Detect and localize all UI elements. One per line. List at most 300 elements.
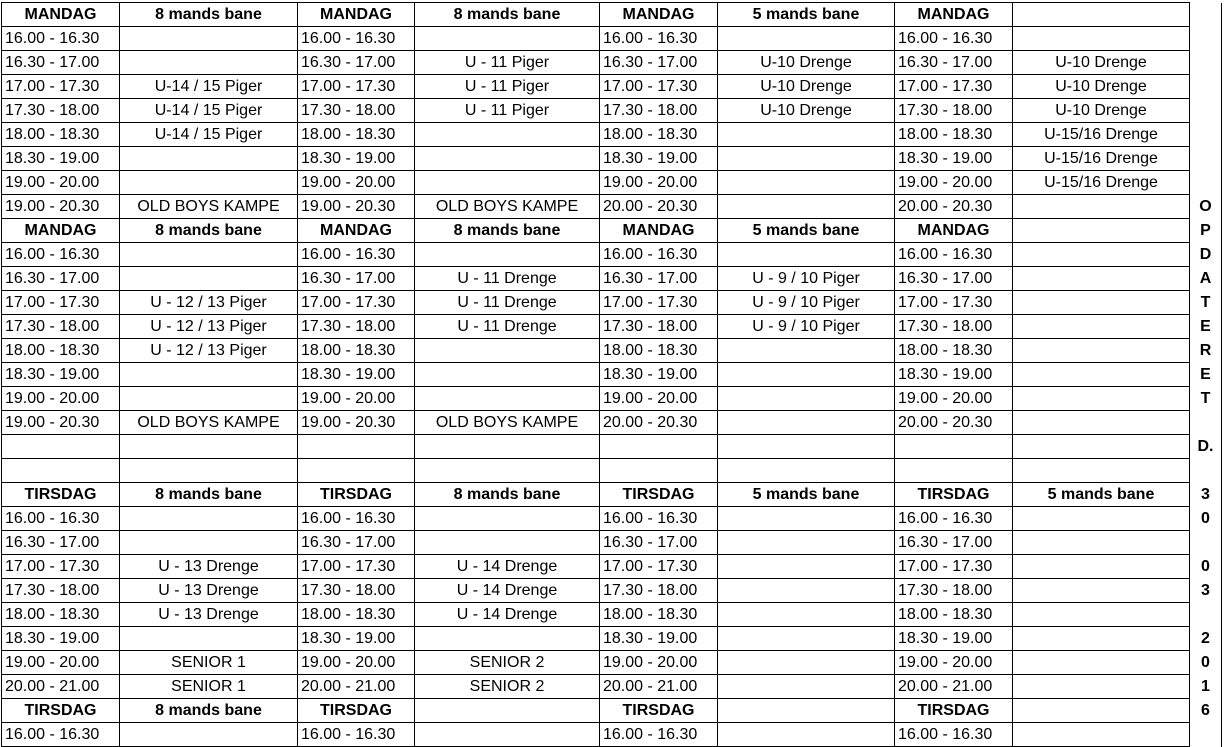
table-cell[interactable]: 17.30 - 18.00 — [298, 579, 415, 603]
table-cell[interactable]: 19.00 - 20.00 — [2, 651, 120, 675]
table-cell[interactable]: 8 mands bane — [415, 219, 600, 243]
table-cell[interactable]: 18.30 - 19.00 — [600, 147, 718, 171]
table-cell[interactable]: 16.00 - 16.30 — [298, 723, 415, 747]
table-row — [2, 531, 1222, 555]
table-cell[interactable] — [415, 123, 600, 147]
table-cell[interactable]: 17.30 - 18.00 — [600, 99, 718, 123]
table-cell[interactable] — [120, 363, 298, 387]
table-cell[interactable]: 16.30 - 17.00 — [298, 531, 415, 555]
table-cell[interactable] — [1013, 651, 1190, 675]
table-cell[interactable] — [718, 651, 895, 675]
table-cell[interactable]: U-10 Drenge — [1013, 75, 1190, 99]
table-cell[interactable]: 19.00 - 20.00 — [298, 387, 415, 411]
table-cell[interactable] — [1013, 3, 1190, 27]
table-cell[interactable]: 20.00 - 21.00 — [2, 675, 120, 699]
table-cell[interactable]: MANDAG — [895, 3, 1013, 27]
table-cell[interactable]: 16.30 - 17.00 — [895, 267, 1013, 291]
side-note-letter: D. — [1190, 435, 1222, 459]
table-cell[interactable]: 18.30 - 19.00 — [600, 627, 718, 651]
table-cell[interactable] — [120, 267, 298, 291]
table-cell[interactable] — [1013, 459, 1190, 483]
table-cell[interactable]: 16.30 - 17.00 — [2, 51, 120, 75]
table-cell[interactable]: 18.00 - 18.30 — [600, 339, 718, 363]
side-note-letter: A — [1190, 267, 1222, 291]
side-note-letter: P — [1190, 219, 1222, 243]
table-cell[interactable] — [415, 387, 600, 411]
table-cell[interactable]: 19.00 - 20.00 — [600, 651, 718, 675]
table-cell[interactable] — [1013, 435, 1190, 459]
table-cell[interactable]: 16.00 - 16.30 — [298, 27, 415, 51]
table-cell[interactable]: 17.00 - 17.30 — [895, 555, 1013, 579]
table-row — [2, 75, 1222, 99]
side-note-letter: 0 — [1190, 507, 1222, 531]
table-cell[interactable] — [415, 531, 600, 555]
table-cell[interactable]: U-15/16 Drenge — [1013, 147, 1190, 171]
table-cell[interactable]: 18.00 - 18.30 — [298, 339, 415, 363]
table-cell[interactable]: U-15/16 Drenge — [1013, 123, 1190, 147]
table-cell[interactable]: 17.30 - 18.00 — [895, 99, 1013, 123]
table-cell[interactable]: 5 mands bane — [718, 219, 895, 243]
table-cell[interactable]: 17.00 - 17.30 — [600, 291, 718, 315]
table-cell[interactable] — [415, 147, 600, 171]
table-cell[interactable] — [1013, 699, 1190, 723]
table-cell[interactable] — [600, 459, 718, 483]
table-row — [2, 267, 1222, 291]
table-cell[interactable]: 20.00 - 21.00 — [600, 675, 718, 699]
table-cell[interactable] — [718, 579, 895, 603]
table-cell[interactable]: 16.00 - 16.30 — [895, 243, 1013, 267]
table-cell[interactable]: U - 12 / 13 Piger — [120, 339, 298, 363]
table-cell[interactable] — [1013, 531, 1190, 555]
table-row — [2, 27, 1222, 51]
table-cell[interactable] — [895, 435, 1013, 459]
table-row — [2, 123, 1222, 147]
table-cell[interactable]: 17.30 - 18.00 — [298, 315, 415, 339]
table-cell[interactable]: 19.00 - 20.00 — [2, 387, 120, 411]
table-cell[interactable]: SENIOR 1 — [120, 675, 298, 699]
table-cell[interactable]: 17.30 - 18.00 — [2, 315, 120, 339]
table-cell[interactable]: 20.00 - 20.30 — [895, 411, 1013, 435]
table-cell[interactable]: 18.30 - 19.00 — [895, 627, 1013, 651]
table-cell[interactable]: 17.00 - 17.30 — [2, 555, 120, 579]
table-cell[interactable]: 16.00 - 16.30 — [2, 243, 120, 267]
table-cell[interactable]: 20.00 - 20.30 — [895, 195, 1013, 219]
table-cell[interactable]: 16.30 - 17.00 — [600, 531, 718, 555]
table-cell[interactable]: 18.30 - 19.00 — [2, 147, 120, 171]
table-cell[interactable]: 8 mands bane — [120, 219, 298, 243]
table-cell[interactable] — [1013, 723, 1190, 747]
table-cell[interactable]: 17.30 - 18.00 — [2, 579, 120, 603]
schedule-table — [1, 2, 1222, 747]
table-row — [2, 291, 1222, 315]
table-cell[interactable]: SENIOR 1 — [120, 651, 298, 675]
table-cell[interactable] — [718, 147, 895, 171]
table-cell[interactable] — [415, 699, 600, 723]
table-row — [2, 243, 1222, 267]
table-cell[interactable] — [120, 243, 298, 267]
table-cell[interactable] — [718, 627, 895, 651]
table-cell[interactable]: TIRSDAG — [895, 483, 1013, 507]
table-cell[interactable]: 16.00 - 16.30 — [298, 243, 415, 267]
table-cell[interactable] — [600, 435, 718, 459]
table-cell[interactable]: U - 11 Piger — [415, 99, 600, 123]
table-cell[interactable]: U-10 Drenge — [718, 99, 895, 123]
table-cell[interactable]: U - 9 / 10 Piger — [718, 267, 895, 291]
table-cell[interactable] — [415, 243, 600, 267]
table-cell[interactable]: 17.30 - 18.00 — [298, 99, 415, 123]
table-cell[interactable]: SENIOR 2 — [415, 651, 600, 675]
table-cell[interactable]: 18.30 - 19.00 — [895, 147, 1013, 171]
table-cell[interactable] — [120, 387, 298, 411]
table-cell[interactable] — [718, 531, 895, 555]
table-row — [2, 579, 1222, 603]
table-cell[interactable]: 8 mands bane — [415, 483, 600, 507]
table-cell[interactable] — [1013, 315, 1190, 339]
table-cell[interactable] — [120, 171, 298, 195]
table-cell[interactable] — [2, 435, 120, 459]
table-cell[interactable] — [1013, 579, 1190, 603]
table-cell[interactable]: 18.00 - 18.30 — [2, 603, 120, 627]
table-cell[interactable] — [718, 459, 895, 483]
table-cell[interactable] — [1013, 387, 1190, 411]
table-cell[interactable]: 5 mands bane — [718, 483, 895, 507]
table-cell[interactable] — [1013, 675, 1190, 699]
table-cell[interactable]: U - 11 Piger — [415, 51, 600, 75]
table-cell[interactable]: U-10 Drenge — [718, 51, 895, 75]
table-cell[interactable]: 18.30 - 19.00 — [600, 363, 718, 387]
table-cell[interactable]: 16.00 - 16.30 — [600, 507, 718, 531]
table-cell[interactable]: 16.30 - 17.00 — [600, 267, 718, 291]
table-row — [2, 219, 1222, 243]
table-cell[interactable] — [1013, 411, 1190, 435]
table-row — [2, 627, 1222, 651]
table-cell[interactable]: 8 mands bane — [415, 3, 600, 27]
table-cell[interactable]: 17.30 - 18.00 — [895, 579, 1013, 603]
table-cell[interactable]: 17.00 - 17.30 — [2, 291, 120, 315]
table-cell[interactable]: OLD BOYS KAMPE — [120, 195, 298, 219]
table-cell[interactable]: U - 11 Drenge — [415, 291, 600, 315]
table-cell[interactable]: 18.30 - 19.00 — [298, 627, 415, 651]
table-cell[interactable]: 16.00 - 16.30 — [600, 243, 718, 267]
table-cell[interactable]: U - 11 Piger — [415, 75, 600, 99]
side-note-letter — [1190, 99, 1222, 123]
table-cell[interactable]: 17.30 - 18.00 — [600, 315, 718, 339]
table-cell[interactable]: 18.00 - 18.30 — [895, 123, 1013, 147]
side-note-letter — [1190, 411, 1222, 435]
table-cell[interactable]: 19.00 - 20.30 — [2, 195, 120, 219]
table-cell[interactable]: U-14 / 15 Piger — [120, 99, 298, 123]
table-cell[interactable] — [718, 339, 895, 363]
table-cell[interactable] — [415, 627, 600, 651]
table-cell[interactable]: 19.00 - 20.30 — [298, 411, 415, 435]
table-cell[interactable]: 18.00 - 18.30 — [2, 123, 120, 147]
table-cell[interactable] — [718, 603, 895, 627]
side-note-letter: 0 — [1190, 651, 1222, 675]
table-cell[interactable]: 16.00 - 16.30 — [895, 507, 1013, 531]
table-cell[interactable]: 18.00 - 18.30 — [895, 603, 1013, 627]
table-cell[interactable] — [718, 195, 895, 219]
table-cell[interactable] — [1013, 363, 1190, 387]
table-row — [2, 411, 1222, 435]
table-cell[interactable]: 5 mands bane — [1013, 483, 1190, 507]
table-cell[interactable]: U - 12 / 13 Piger — [120, 315, 298, 339]
table-cell[interactable] — [120, 459, 298, 483]
table-cell[interactable]: MANDAG — [600, 219, 718, 243]
table-cell[interactable]: U - 9 / 10 Piger — [718, 291, 895, 315]
table-cell[interactable] — [415, 507, 600, 531]
table-cell[interactable]: 18.30 - 19.00 — [298, 363, 415, 387]
table-row — [2, 555, 1222, 579]
table-cell[interactable] — [718, 435, 895, 459]
table-cell[interactable]: 18.30 - 19.00 — [895, 363, 1013, 387]
table-cell[interactable]: U-15/16 Drenge — [1013, 171, 1190, 195]
side-note-letter: 3 — [1190, 579, 1222, 603]
table-cell[interactable]: 18.30 - 19.00 — [2, 627, 120, 651]
table-cell[interactable] — [1013, 507, 1190, 531]
table-cell[interactable]: 19.00 - 20.00 — [895, 651, 1013, 675]
table-cell[interactable]: U - 9 / 10 Piger — [718, 315, 895, 339]
table-cell[interactable]: 16.00 - 16.30 — [600, 723, 718, 747]
table-cell[interactable]: MANDAG — [600, 3, 718, 27]
table-cell[interactable] — [120, 27, 298, 51]
table-cell[interactable] — [718, 555, 895, 579]
table-cell[interactable] — [895, 459, 1013, 483]
table-cell[interactable]: 16.00 - 16.30 — [2, 507, 120, 531]
table-cell[interactable] — [120, 723, 298, 747]
side-note-letter: D — [1190, 243, 1222, 267]
side-note-letter — [1190, 171, 1222, 195]
table-cell[interactable]: 8 mands bane — [120, 483, 298, 507]
table-cell[interactable]: U - 14 Drenge — [415, 555, 600, 579]
table-cell[interactable] — [120, 531, 298, 555]
table-cell[interactable] — [718, 363, 895, 387]
table-cell[interactable] — [1013, 195, 1190, 219]
table-cell[interactable]: U-10 Drenge — [718, 75, 895, 99]
table-row — [2, 723, 1222, 747]
table-cell[interactable]: 16.30 - 17.00 — [895, 531, 1013, 555]
table-cell[interactable] — [415, 27, 600, 51]
table-cell[interactable]: U-10 Drenge — [1013, 51, 1190, 75]
table-cell[interactable] — [2, 459, 120, 483]
table-cell[interactable]: 17.00 - 17.30 — [600, 75, 718, 99]
table-cell[interactable]: 16.30 - 17.00 — [600, 51, 718, 75]
table-cell[interactable]: TIRSDAG — [298, 483, 415, 507]
table-cell[interactable]: U - 12 / 13 Piger — [120, 291, 298, 315]
table-cell[interactable]: U - 14 Drenge — [415, 603, 600, 627]
table-cell[interactable]: 20.00 - 20.30 — [600, 411, 718, 435]
table-cell[interactable]: 16.00 - 16.30 — [895, 27, 1013, 51]
table-cell[interactable]: 20.00 - 21.00 — [298, 675, 415, 699]
side-note-letter: R — [1190, 339, 1222, 363]
table-row — [2, 147, 1222, 171]
table-cell[interactable]: TIRSDAG — [895, 699, 1013, 723]
table-cell[interactable] — [718, 387, 895, 411]
table-row — [2, 675, 1222, 699]
table-cell[interactable]: OLD BOYS KAMPE — [120, 411, 298, 435]
side-note-letter — [1190, 603, 1222, 627]
table-cell[interactable]: 17.00 - 17.30 — [895, 75, 1013, 99]
table-cell[interactable]: U - 13 Drenge — [120, 579, 298, 603]
table-cell[interactable]: 16.30 - 17.00 — [298, 51, 415, 75]
table-cell[interactable]: 16.00 - 16.30 — [600, 27, 718, 51]
table-cell[interactable]: 17.00 - 17.30 — [2, 75, 120, 99]
table-cell[interactable] — [1013, 267, 1190, 291]
side-note-letter — [1190, 27, 1222, 51]
table-cell[interactable]: U-14 / 15 Piger — [120, 123, 298, 147]
table-cell[interactable]: 18.30 - 19.00 — [2, 363, 120, 387]
table-cell[interactable]: SENIOR 2 — [415, 675, 600, 699]
table-row — [2, 339, 1222, 363]
table-cell[interactable]: 18.00 - 18.30 — [2, 339, 120, 363]
side-note-letter: T — [1190, 291, 1222, 315]
table-cell[interactable] — [1013, 291, 1190, 315]
table-cell[interactable]: 17.00 - 17.30 — [895, 291, 1013, 315]
table-row — [2, 315, 1222, 339]
table-cell[interactable]: 18.00 - 18.30 — [298, 123, 415, 147]
table-cell[interactable]: 16.30 - 17.00 — [298, 267, 415, 291]
table-cell[interactable]: U-10 Drenge — [1013, 99, 1190, 123]
table-cell[interactable] — [415, 435, 600, 459]
table-cell[interactable]: 19.00 - 20.00 — [895, 387, 1013, 411]
table-row — [2, 99, 1222, 123]
table-cell[interactable]: U-14 / 15 Piger — [120, 75, 298, 99]
table-cell[interactable] — [1013, 603, 1190, 627]
table-cell[interactable]: 16.00 - 16.30 — [895, 723, 1013, 747]
table-cell[interactable] — [718, 123, 895, 147]
side-note-letter: 2 — [1190, 627, 1222, 651]
side-note-letter — [1190, 531, 1222, 555]
table-cell[interactable] — [718, 507, 895, 531]
table-cell[interactable]: 17.00 - 17.30 — [298, 75, 415, 99]
table-cell[interactable] — [120, 51, 298, 75]
table-row — [2, 51, 1222, 75]
table-row — [2, 459, 1222, 483]
table-cell[interactable]: 17.00 - 17.30 — [298, 555, 415, 579]
table-cell[interactable]: TIRSDAG — [298, 699, 415, 723]
table-cell[interactable]: MANDAG — [298, 219, 415, 243]
table-cell[interactable]: U - 11 Drenge — [415, 267, 600, 291]
table-cell[interactable]: U - 11 Drenge — [415, 315, 600, 339]
table-cell[interactable] — [1013, 627, 1190, 651]
table-cell[interactable] — [1013, 27, 1190, 51]
table-cell[interactable]: MANDAG — [895, 219, 1013, 243]
table-cell[interactable] — [415, 723, 600, 747]
table-cell[interactable]: 8 mands bane — [120, 699, 298, 723]
table-cell[interactable]: 19.00 - 20.30 — [2, 411, 120, 435]
table-cell[interactable] — [718, 411, 895, 435]
table-cell[interactable] — [415, 363, 600, 387]
side-note-letter — [1190, 75, 1222, 99]
table-cell[interactable]: 19.00 - 20.30 — [298, 195, 415, 219]
table-cell[interactable] — [1013, 219, 1190, 243]
table-cell[interactable] — [718, 27, 895, 51]
table-cell[interactable]: 16.30 - 17.00 — [895, 51, 1013, 75]
table-cell[interactable]: 17.30 - 18.00 — [895, 315, 1013, 339]
table-cell[interactable]: 19.00 - 20.00 — [600, 387, 718, 411]
table-cell[interactable]: 20.00 - 21.00 — [895, 675, 1013, 699]
table-cell[interactable] — [718, 699, 895, 723]
table-cell[interactable] — [718, 675, 895, 699]
table-cell[interactable]: 19.00 - 20.00 — [298, 171, 415, 195]
table-cell[interactable]: 16.00 - 16.30 — [2, 27, 120, 51]
side-note-letter: 0 — [1190, 555, 1222, 579]
side-note-letter — [1190, 147, 1222, 171]
table-cell[interactable]: 20.00 - 20.30 — [600, 195, 718, 219]
table-cell[interactable]: 19.00 - 20.00 — [600, 171, 718, 195]
table-cell[interactable]: OLD BOYS KAMPE — [415, 195, 600, 219]
table-cell[interactable]: 18.00 - 18.30 — [600, 603, 718, 627]
table-cell[interactable] — [298, 435, 415, 459]
table-cell[interactable] — [120, 507, 298, 531]
table-cell[interactable]: MANDAG — [2, 219, 120, 243]
table-cell[interactable]: 17.00 - 17.30 — [298, 291, 415, 315]
side-note-letter — [1190, 123, 1222, 147]
table-cell[interactable] — [120, 435, 298, 459]
table-cell[interactable] — [718, 171, 895, 195]
side-note-letter — [1190, 3, 1222, 27]
table-cell[interactable]: 17.00 - 17.30 — [600, 555, 718, 579]
table-cell[interactable]: U - 13 Drenge — [120, 555, 298, 579]
table-cell[interactable]: 16.00 - 16.30 — [298, 507, 415, 531]
side-note-letter — [1190, 723, 1222, 747]
table-cell[interactable] — [718, 243, 895, 267]
table-cell[interactable]: 18.00 - 18.30 — [600, 123, 718, 147]
table-cell[interactable] — [415, 459, 600, 483]
side-note-letter — [1190, 51, 1222, 75]
table-cell[interactable]: 18.30 - 19.00 — [298, 147, 415, 171]
table-row — [2, 195, 1222, 219]
side-note-letter: 3 — [1190, 483, 1222, 507]
table-cell[interactable]: MANDAG — [298, 3, 415, 27]
table-cell[interactable]: 18.00 - 18.30 — [298, 603, 415, 627]
table-cell[interactable] — [1013, 243, 1190, 267]
table-cell[interactable] — [415, 171, 600, 195]
table-cell[interactable]: MANDAG — [2, 3, 120, 27]
table-row — [2, 435, 1222, 459]
table-cell[interactable] — [298, 459, 415, 483]
table-cell[interactable]: TIRSDAG — [600, 699, 718, 723]
table-cell[interactable]: 16.30 - 17.00 — [2, 267, 120, 291]
side-note-letter: E — [1190, 363, 1222, 387]
table-cell[interactable] — [415, 339, 600, 363]
table-cell[interactable] — [120, 627, 298, 651]
table-cell[interactable]: TIRSDAG — [2, 483, 120, 507]
table-cell[interactable]: U - 13 Drenge — [120, 603, 298, 627]
table-cell[interactable]: 18.00 - 18.30 — [895, 339, 1013, 363]
table-cell[interactable]: 16.00 - 16.30 — [2, 723, 120, 747]
table-cell[interactable]: 16.30 - 17.00 — [2, 531, 120, 555]
table-cell[interactable]: 8 mands bane — [120, 3, 298, 27]
table-cell[interactable]: 19.00 - 20.00 — [298, 651, 415, 675]
table-cell[interactable]: 19.00 - 20.00 — [895, 171, 1013, 195]
table-cell[interactable] — [1013, 555, 1190, 579]
table-cell[interactable] — [718, 723, 895, 747]
table-cell[interactable] — [120, 147, 298, 171]
table-cell[interactable]: 17.30 - 18.00 — [2, 99, 120, 123]
table-cell[interactable]: 17.30 - 18.00 — [600, 579, 718, 603]
table-row — [2, 651, 1222, 675]
table-cell[interactable] — [1013, 339, 1190, 363]
table-cell[interactable]: 19.00 - 20.00 — [2, 171, 120, 195]
table-cell[interactable]: TIRSDAG — [600, 483, 718, 507]
table-cell[interactable]: U - 14 Drenge — [415, 579, 600, 603]
side-note-letter — [1190, 459, 1222, 483]
table-row — [2, 171, 1222, 195]
table-row — [2, 603, 1222, 627]
table-cell[interactable]: TIRSDAG — [2, 699, 120, 723]
table-cell[interactable]: OLD BOYS KAMPE — [415, 411, 600, 435]
table-cell[interactable]: 5 mands bane — [718, 3, 895, 27]
